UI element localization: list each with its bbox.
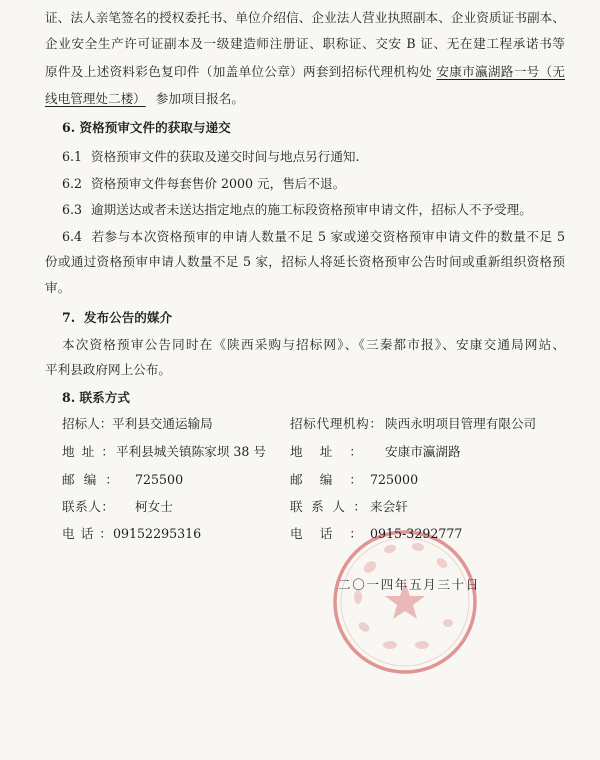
clause-6-4-cont-2: 审。 [45,280,71,295]
field-value: 来会轩 [370,499,408,514]
intro-line-3 [45,64,565,80]
section-7-line-1: 本次资格预审公告同时在《陕西采购与招标网》、《三秦都市报》、安康交通局网站、 [62,337,565,352]
field-label: 地址： [62,444,114,459]
clause-6-4-cont-1: 份或通过资格预审申请人数量不足 5 家，招标人将延长资格预审公告时间或重新组织资格预 [45,254,565,269]
tenderer-phone-row [62,526,201,542]
field-value: 平利县交通运输局 [112,416,213,431]
field-value: 柯女士 [135,499,173,514]
agency-name-row [290,416,536,432]
section-7-line-2: 平利县政府网上公布。 [45,362,171,377]
field-value: 725500 [135,472,184,487]
intro-line-4 [45,91,244,107]
field-label: 电话： [290,526,362,541]
clause-number: 6.1 [62,149,83,164]
field-label: 邮编： [290,472,362,487]
clause-text: 若参与本次资格预审的申请人数量不足 5 家或递交资格预审申请文件的数量不足 5 [91,229,565,244]
agency-address-underlined-cont: 线电管理处二楼） [45,91,146,106]
clause-number: 6.2 [62,176,83,191]
clause-number: 6.3 [62,202,83,217]
agency-address-underlined: 安康市瀛湖路一号（无 [436,64,566,79]
agency-address-row [290,444,461,460]
field-label: 联系人： [290,499,366,514]
field-label: 电话： [62,526,112,541]
field-value: 725000 [370,472,419,487]
tenderer-address-row [62,444,266,460]
clause-6-3 [62,202,532,218]
section-6-heading: 6. 资格预审文件的获取与递交 [62,120,231,135]
clause-text: 资格预审文件每套售价 2000 元，售后不退。 [91,176,346,191]
clause-text: 资格预审文件的获取及递交时间与地点另行通知. [91,149,360,164]
agency-contact-person-row [290,499,408,515]
field-value: 陕西永明项目管理有限公司 [385,416,537,431]
field-label: 招标人： [62,416,113,431]
field-label: 招标代理机构： [290,416,382,431]
field-value: 安康市瀛湖路 [385,444,461,459]
intro-line-1: 证、法人亲笔签名的授权委托书、单位介绍信、企业法人营业执照副本、企业资质证书副本、 [45,10,565,25]
issue-date: 二〇一四年五月三十日 [338,577,480,592]
field-value: 09152295316 [113,526,202,541]
field-value: 平利县城关镇陈家坝 38 号 [116,444,266,459]
intro-line-2: 企业安全生产许可证副本及一级建造师注册证、职称证、交安 B 证、无在建工程承诺书等 [45,36,565,51]
field-label: 邮编： [62,472,118,487]
clause-6-2 [62,176,345,192]
intro-line-4-text: 参加项目报名。 [155,91,244,106]
field-label: 地址： [290,444,362,459]
agency-postcode-row [290,472,418,488]
tenderer-postcode-row [62,472,183,488]
agency-phone-row [290,526,462,542]
section-7-heading: 7. 发布公告的媒介 [62,310,173,325]
clause-number: 6.4 [62,229,83,244]
clause-6-1 [62,149,360,165]
section-8-heading: 8. 联系方式 [62,390,130,405]
clause-text: 逾期送达或者未送达指定地点的施工标段资格预审申请文件，招标人不予受理。 [91,202,532,217]
clause-6-4 [62,229,565,245]
tenderer-name-row [62,416,213,432]
field-value: 0915-3292777 [370,526,463,541]
intro-line-3-text: 原件及上述资料彩色复印件（加盖单位公章）两套到招标代理机构处 [45,64,432,79]
tenderer-contact-person-row [62,499,173,515]
field-label: 联系人： [62,499,114,514]
official-seal-icon [330,527,480,677]
